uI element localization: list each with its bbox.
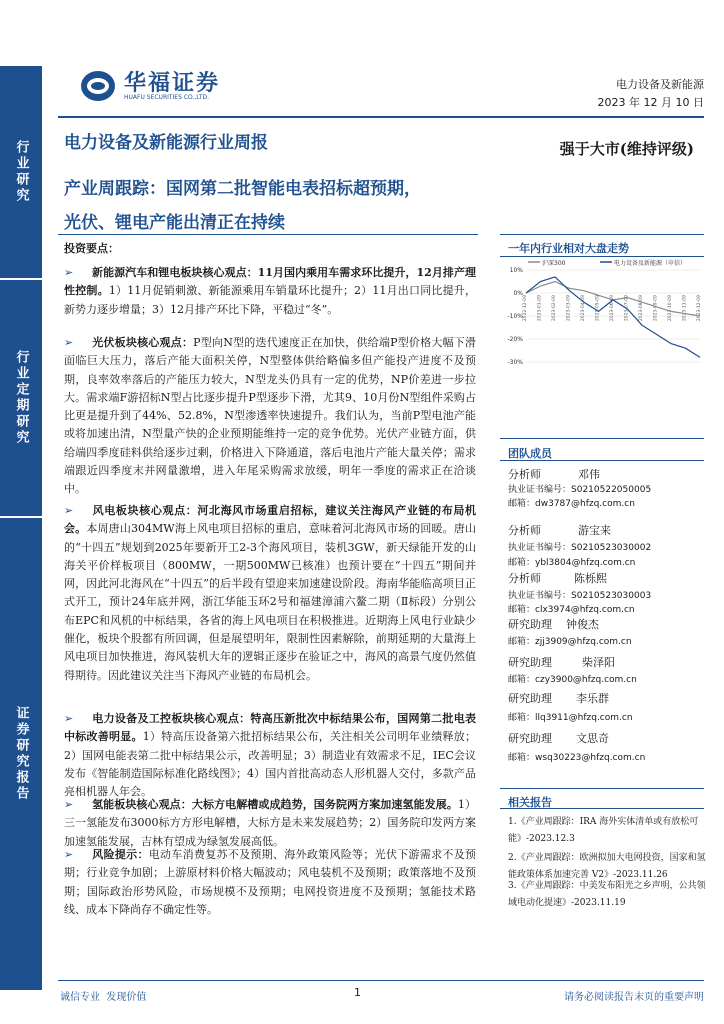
bullet-wind-text: 本周唐山304MW海上风电项目招标的重启，意味着河北海风市场的回暖。唐山的“十四五”规划到2025年要新开工2-3个海风项目，装机3GW，新天绿能开发的山海关平价样板项目（800MW，一期500MW已核准）也预计要在“十四五”期间并网，因此河北海风在“十四五”的后半段有望迎来加速建设阶段。海南华能临高项目正式开工，预计24年底并网，浙江华能玉环2号和福建漳浦六鳌二期（Ⅱ标段）分别公布EPC和风机的中标结果，各省的海上风电项目在积极推进。近期海上风电行业缺少催化，板块个股都有所回调，但是展望明年，限制性因素解除，前期延期的大量海上风电项目加快推进，海风装机大年的逻辑正逐步在验证之中，海风的高景气度仍然值得期待。因此建议关注当下海风产业链的布局机会。: [64, 522, 476, 682]
member-cert-label: 执业证书编号：: [508, 485, 572, 495]
bullet-power-bold: 电力设备及工控板块核心观点：特高压新批次中标结果公布，国网第二批电表中标改善明显。: [64, 712, 476, 744]
left-band-bottom: [0, 518, 42, 990]
member-email-address[interactable]: ybl3804@hfzq.com.cn: [535, 558, 636, 568]
member-role: 分析师: [508, 468, 541, 481]
member-email[interactable]: [508, 555, 635, 568]
member-role: 研究助理: [508, 656, 552, 669]
bullet-marker: ➢: [64, 712, 74, 725]
member-email-address[interactable]: llq3911@hfzq.com.cn: [535, 713, 633, 723]
member-email-label: 邮箱：: [508, 499, 536, 509]
side-label-periodic: 行业定期研究: [13, 350, 29, 446]
bullet-wind-bold: 风电板块核心观点：河北海风市场重启招标，建议关注海风产业链的布局机会。: [64, 504, 476, 536]
member-name: 游宝来: [578, 524, 611, 537]
section-label: 投资要点：: [64, 242, 119, 255]
x-tick-label: 2023-07-09: [624, 295, 630, 322]
member-cert-number: S0210522050005: [571, 485, 652, 495]
member-role: 研究助理: [508, 618, 552, 631]
footer-slogan: 诚信专业 发现价值: [60, 992, 147, 1003]
logo-subtext: HUAFU SECURITIES CO.,LTD.: [124, 94, 210, 101]
related-rule-bottom: [500, 808, 704, 809]
title-rule: [58, 234, 478, 235]
bullet-power-equipment: [64, 710, 476, 801]
member-email[interactable]: [508, 496, 635, 509]
bullet-risk-text: 电动车消费复苏不及预期、海外政策风险等；光伏下游需求不及预期；行业竞争加剧；上游原材料价格大幅波动；风电装机不及预期；政策落地不及预期；国际政治形势风险，市场规模不及预期；电网投资进度不及预期；氢能技术路线、成本下降尚存不确定性等。: [64, 848, 476, 916]
team-title: 团队成员: [508, 447, 552, 460]
related-title: 相关报告: [508, 796, 552, 809]
chart-title: 一年内行业相对大盘走势: [508, 242, 629, 255]
related-report-item[interactable]: 1.《产业周跟踪：IRA 海外实体清单或有放松可能》-2023.12.3: [508, 817, 699, 844]
bullet-nev-text: 1）11月促销刺激、新能源乘用车销量环比提升；2）11月出口同比提升，新势力逐步增量；3）12月排产环比下降，平稳过“冬”。: [64, 284, 477, 316]
member-role: 分析师: [508, 572, 541, 585]
bullet-wind: [64, 502, 476, 685]
x-tick-label: 2022-12-09: [523, 295, 528, 322]
legend-label-hs300: 沪深300: [542, 260, 566, 267]
related-rule-top: [500, 788, 704, 789]
bullet-marker: ➢: [64, 798, 74, 811]
member-email[interactable]: [508, 634, 632, 647]
x-tick-label: 2023-12-09: [697, 295, 702, 322]
y-tick-label: 0%: [513, 290, 523, 297]
member-cert: [508, 540, 651, 553]
y-tick-label: 10%: [509, 267, 523, 274]
member-email[interactable]: [508, 710, 633, 723]
logo: [80, 66, 260, 106]
member-cert-label: 执业证书编号：: [508, 543, 572, 553]
x-tick-label: 2023-08-09: [639, 295, 644, 322]
bullet-marker: ➢: [64, 504, 74, 517]
member-cert: [508, 588, 651, 601]
headline-line-2: 光伏、锂电产能出清正在持续: [64, 213, 285, 233]
member-email-label: 邮箱：: [508, 675, 536, 685]
member-email-label: 邮箱：: [508, 558, 536, 568]
report-title: 电力设备及新能源行业周报: [64, 133, 268, 153]
member-cert-number: S0210523030003: [571, 591, 652, 601]
logo-text: 华福证券: [124, 71, 221, 96]
bullet-marker: ➢: [64, 848, 74, 861]
x-tick-label: 2023-09-09: [653, 295, 659, 322]
header-rule: [58, 116, 704, 118]
trend-chart: [504, 256, 704, 366]
member-name: 柴泽阳: [582, 656, 615, 669]
member-email[interactable]: [508, 750, 645, 763]
bullet-hydrogen-bold: 氢能板块核心观点：大标方电解槽或成趋势，国务院两方案加速氢能发展。: [92, 798, 458, 811]
member-cert: [508, 482, 651, 495]
member-email-address[interactable]: wsq30223@hfzq.com.cn: [535, 753, 646, 763]
related-report-item[interactable]: 2.《产业周跟踪：欧洲拟加大电网投资，国家和氢能政策体系加速完善 V2》-2023.11.26: [508, 853, 706, 880]
bullet-nev-bold: 新能源汽车和锂电板块核心观点：11月国内乘用车需求环比提升，12月排产理性控制。: [64, 266, 476, 298]
bullet-pv: [64, 334, 476, 499]
member-cert-number: S0210523030002: [571, 543, 652, 553]
bullet-nev: [64, 264, 476, 319]
side-label-industry: 行业研究: [13, 140, 29, 204]
member-name: 钟俊杰: [566, 618, 599, 631]
member-email-label: 邮箱：: [508, 605, 536, 615]
member-role: 分析师: [508, 524, 541, 537]
x-tick-label: 2023-03-09: [566, 295, 572, 322]
bullet-hydrogen: [64, 796, 476, 851]
member-email-address[interactable]: dw3787@hfzq.com.cn: [535, 499, 635, 509]
member-role: 研究助理: [508, 732, 552, 745]
member-email-label: 邮箱：: [508, 713, 536, 723]
bullet-risk: [64, 846, 476, 919]
member-name: 陈栎熙: [574, 572, 607, 585]
page-number: 1: [354, 986, 361, 999]
member-cert-label: 执业证书编号：: [508, 591, 572, 601]
y-tick-label: -30%: [507, 359, 523, 366]
bullet-marker: ➢: [64, 266, 74, 279]
member-email-label: 邮箱：: [508, 753, 536, 763]
footer-rule: [58, 980, 704, 981]
member-email-address[interactable]: clx3974@hfzq.com.cn: [535, 605, 635, 615]
rating: 强于大市(维持评级): [559, 140, 694, 158]
header-sector: 电力设备及新能源: [616, 78, 704, 91]
bullet-power-text: 1）特高压设备第六批招标结果公布，关注相关公司明年业绩释放；2）国网电能表第二批中标结果公示，改善明显；3）制造业有效需求不足，IEC会议发布《智能制造国际标准化路线图》；4）国内首批高动态人形机器人交付，多款产品亮相机器人年会。: [64, 730, 476, 799]
logo-mark-icon: [80, 68, 116, 104]
related-report-item[interactable]: 3.《产业周跟踪：中美发布阳光之乡声明，公共领域电动化提速》-2023.11.19: [508, 881, 706, 908]
x-tick-label: 2023-02-09: [552, 295, 557, 322]
side-label-securities: 证券研究报告: [13, 706, 29, 802]
header-date: 2023 年 12 月 10 日: [597, 96, 704, 109]
member-role: 研究助理: [508, 692, 552, 705]
x-tick-label: 2023-04-09: [581, 295, 586, 322]
team-rule-bottom: [500, 460, 704, 461]
member-email-address[interactable]: zjj3909@hfzq.com.cn: [535, 637, 632, 647]
x-tick-label: 2023-06-09: [610, 295, 615, 322]
member-name: 李乐群: [576, 692, 609, 705]
team-rule-top: [500, 438, 704, 439]
chart-top-rule: [500, 234, 704, 235]
left-band-top: [0, 66, 42, 278]
member-email[interactable]: [508, 602, 635, 615]
y-tick-label: -10%: [507, 313, 523, 320]
bullet-risk-bold: 风险提示：: [92, 848, 149, 861]
member-email-address[interactable]: czy3900@hfzq.com.cn: [535, 675, 637, 685]
member-email[interactable]: [508, 672, 637, 685]
left-band-middle: [0, 280, 42, 516]
member-email-label: 邮箱：: [508, 637, 536, 647]
legend-label-sector: 电力设备及新能源（申信）: [614, 260, 687, 267]
footer-disclaimer: 请务必阅读报告末页的重要声明: [564, 992, 704, 1003]
y-tick-label: -20%: [507, 336, 523, 343]
x-tick-label: 2023-10-09: [668, 295, 673, 322]
bullet-marker: ➢: [64, 336, 74, 349]
member-name: 文思奇: [576, 732, 609, 745]
bullet-pv-bold: 光伏板块核心观点：: [92, 336, 194, 349]
x-tick-label: 2023-11-09: [682, 295, 688, 322]
bullet-hydrogen-text: 1）三一氢能发布3000标方方形电解槽，大标方是未来发展趋势；2）国务院印发两方案加速氢能发展，吉林有望成为绿氢发展高低。: [64, 798, 477, 848]
member-name: 邓伟: [578, 468, 600, 481]
x-tick-label: 2023-05-09: [595, 295, 601, 322]
bullet-pv-text: P型向N型的迭代速度正在加快，供给端P型价格大幅下滑面临巨大压力，落后产能大面积关停，N型整体供给略偏多但产能投产进度不及预期，良率效率落后的产能压力较大，N型龙头仍具有一定的优势，NP价差进一步拉大。需求端F游招标N型占比逐步提升P型逐步下滑，尤其9、10月份N型组件采购占比更是提升到了44%、52.8%，N型渗透率快速提升。我们认为，当前P型电池产能或将加速出清，N型量产快的企业预期能维持一定的竞争优势。光伏产业链方面，供给端四季度硅料供给逐步过剩，价格进入下降通道，落后电池片产能大量关停；需求端跟近四季度末并网量激增，进入年尾采购需求放缓，明年一季度的需求正在洽谈中。: [64, 336, 476, 496]
headline-line-1: 产业周跟踪：国网第二批智能电表招标超预期，: [64, 179, 421, 199]
x-tick-label: 2023-01-09: [537, 295, 543, 322]
